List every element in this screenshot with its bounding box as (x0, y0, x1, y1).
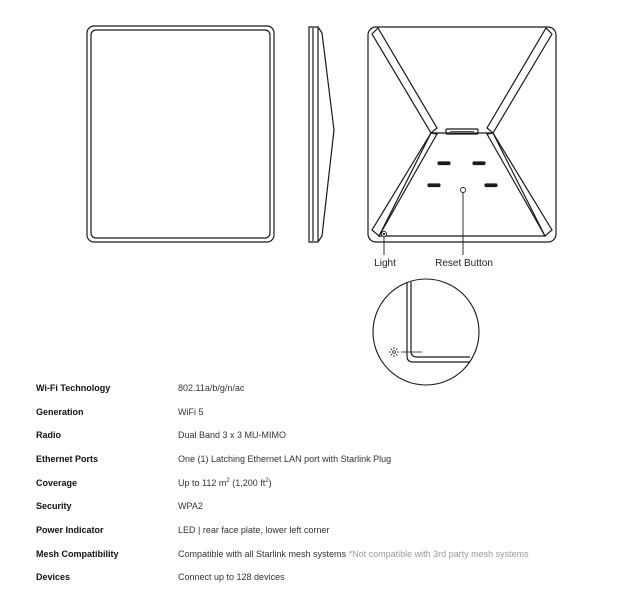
light-indicator-icon (381, 231, 386, 236)
table-row (36, 471, 626, 495)
table-row (36, 447, 626, 471)
spec-label: Devices (36, 572, 71, 583)
table-row (36, 566, 626, 590)
spec-value (178, 471, 626, 495)
coverage-imperial: (1,200 ft (229, 477, 266, 488)
spec-label: Power Indicator (36, 524, 104, 535)
table-row (36, 494, 626, 518)
spec-value: WPA2 (178, 501, 203, 512)
spec-label: Coverage (36, 477, 78, 488)
spec-value: WiFi 5 (178, 406, 204, 417)
coverage-close: ) (268, 477, 272, 488)
spec-value: One (1) Latching Ethernet LAN port with Starlink Plug (178, 453, 392, 464)
reset-button-icon (461, 188, 466, 193)
light-callout: Light (374, 258, 396, 269)
light-sunburst-icon (389, 347, 399, 357)
mesh-note: *Not compatible with 3rd party mesh systems (348, 548, 529, 559)
superscript: 2 (265, 477, 269, 484)
table-row (36, 542, 626, 566)
light-zoom-detail (373, 279, 479, 385)
spec-value (178, 542, 626, 566)
spec-label: Generation (36, 406, 84, 417)
table-row (36, 400, 626, 424)
table-row (36, 376, 626, 400)
spec-value: 802.11a/b/g/n/ac (178, 382, 245, 393)
superscript: 2 (226, 477, 230, 484)
spec-label: Wi-Fi Technology (36, 382, 111, 393)
router-side-view (309, 27, 334, 242)
spec-label: Mesh Compatibility (36, 548, 119, 559)
spec-value: Dual Band 3 x 3 MU-MIMO (178, 430, 287, 441)
coverage-metric: Up to 112 m (178, 477, 227, 488)
table-row (36, 423, 626, 447)
router-front-view (87, 26, 274, 242)
spec-value: Connect up to 128 devices (178, 572, 285, 583)
reset-button-callout: Reset Button (435, 258, 493, 269)
spec-value: LED | rear face plate, lower left corner (178, 524, 330, 535)
table-row (36, 518, 626, 542)
spec-label: Radio (36, 430, 62, 441)
spec-table (36, 376, 626, 589)
mesh-value: Compatible with all Starlink mesh systems (178, 548, 347, 559)
spec-label: Ethernet Ports (36, 453, 99, 464)
router-back-view (368, 27, 556, 242)
spec-label: Security (36, 501, 72, 512)
